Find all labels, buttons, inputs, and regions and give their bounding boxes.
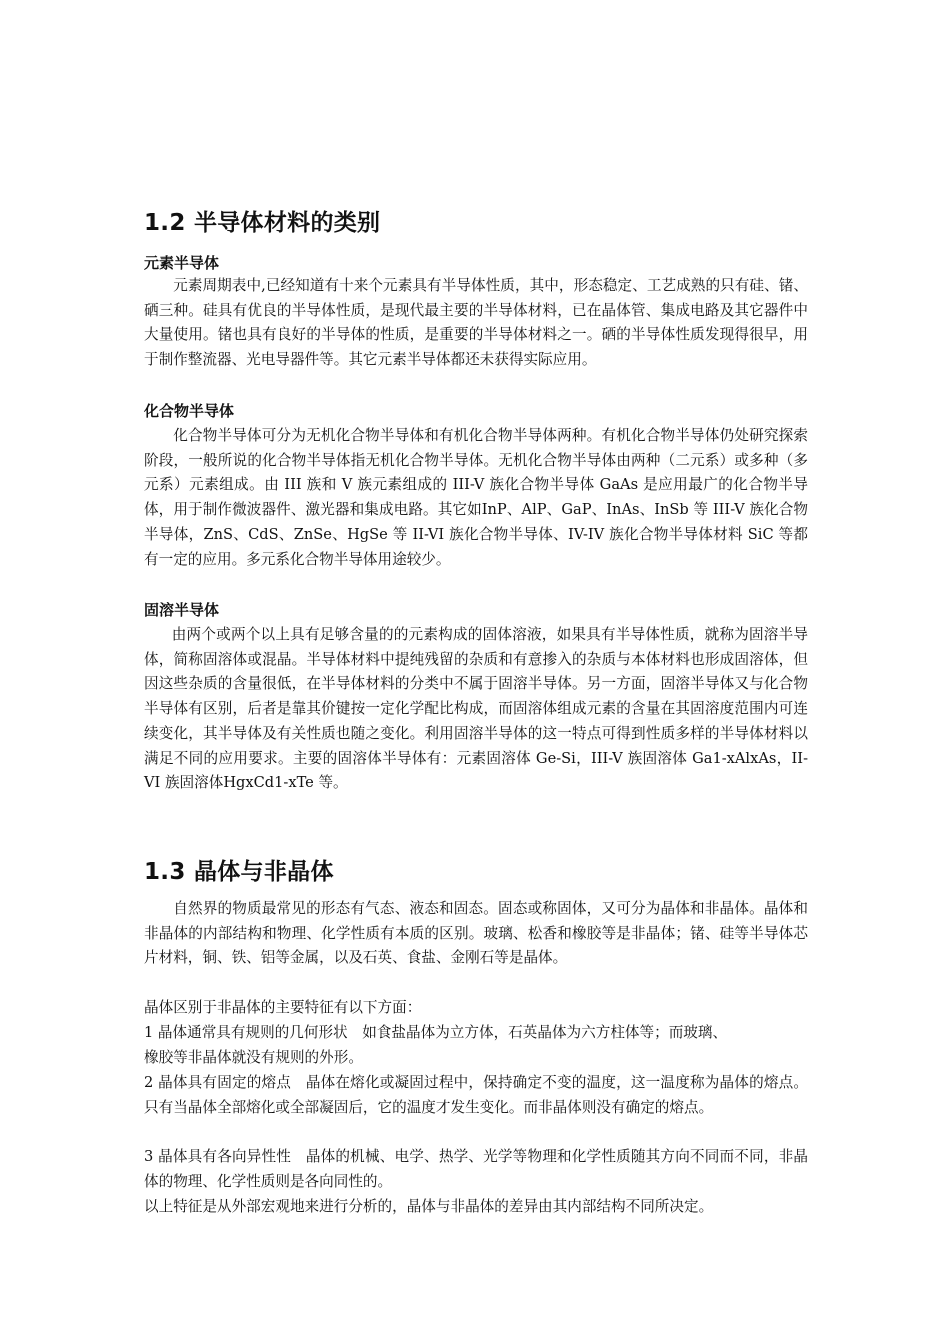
paragraph-crystal-intro: 自然界的物质最常见的形态有气态、液态和固态。固态或称固体，又可分为晶体和非晶体。晶体和非晶体的内部结构和物理、化学性质有本质的区别。玻璃、松香和橡胶等是非晶体；锗、硅等半导体芯片材料，铜、铁、铝等金属，以及石英、食盐、金刚石等是晶体。 — [144, 900, 808, 967]
paragraph-crystal-features-lead: 晶体区别于非晶体的主要特征有以下方面： — [144, 999, 422, 1016]
subheading-compound-semiconductor: 化合物半导体 — [144, 402, 235, 420]
feature-2-fixed-melting-point: 2 晶体具有固定的熔点 晶体在熔化或凝固过程中，保持确定不变的温度，这一温度称为晶体的熔点。只有当晶体全部熔化或全部凝固后，它的温度才发生变化。而非晶体则没有确定的熔点。 — [144, 1074, 808, 1116]
paragraph-conclusion: 以上特征是从外部宏观地来进行分析的，晶体与非晶体的差异由其内部结构不同所决定。 — [144, 1198, 714, 1215]
paragraph-solid-solution-semiconductor: 由两个或两个以上具有足够含量的的元素构成的固体溶液，如果具有半导体性质，就称为固溶半导体，简称固溶体或混晶。半导体材料中提纯残留的杂质和有意掺入的杂质与本体材料也形成固溶体，但因这些杂质的含量很低，在半导体材料的分类中不属于固溶半导体。另一方面，固溶半导体又与化合物半导体有区别，后者是靠其价键按一定化学配比构成，而固溶体组成元素的含量在其固溶度范围内可连续变化，其半导体及有关性质也随之变化。利用固溶半导体的这一特点可得到性质多样的半导体材料以满足不同的应用要求。主要的固溶体半导体有：元素固溶体 Ge-Si，III-V 族固溶体 Ga1-xAlxAs，II-VI 族固溶体HgxCd1-xTe 等。 — [144, 626, 808, 792]
feature-1-line-1: 1 晶体通常具有规则的几何形状 如食盐晶体为立方体，石英晶体为六方柱体等；而玻璃、 — [144, 1024, 728, 1041]
subheading-solid-solution-semiconductor: 固溶半导体 — [144, 601, 220, 619]
section-title-1-3: 1.3 晶体与非晶体 — [144, 859, 334, 885]
feature-3-anisotropy: 3 晶体具有各向异性性 晶体的机械、电学、热学、光学等物理和化学性质随其方向不同而不同，非晶体的物理、化学性质则是各向同性的。 — [144, 1148, 808, 1190]
feature-1-line-2: 橡胶等非晶体就没有规则的外形。 — [144, 1049, 363, 1066]
paragraph-compound-semiconductor: 化合物半导体可分为无机化合物半导体和有机化合物半导体两种。有机化合物半导体仍处研究探索阶段，一般所说的化合物半导体指无机化合物半导体。无机化合物半导体由两种（二元系）或多种（多元系）元素组成。由 III 族和 V 族元素组成的 III-V 族化合物半导体 GaAs 是应用最广的化合物半导体，用于制作微波器件、激光器和集成电路。其它如InP、AlP、GaP、InAs、InSb 等 III-V 族化合物半导体，ZnS、CdS、ZnSe、HgSe 等 II-VI 族化合物半导体、IV-IV 族化合物半导体材料 SiC 等都有一定的应用。多元系化合物半导体用途较少。 — [144, 427, 808, 568]
section-title-1-2: 1.2 半导体材料的类别 — [144, 210, 381, 236]
paragraph-elemental-semiconductor: 元素周期表中,已经知道有十来个元素具有半导体性质，其中，形态稳定、工艺成熟的只有硅、锗、硒三种。硅具有优良的半导体性质，是现代最主要的半导体材料，已在晶体管、集成电路及其它器件中大量使用。锗也具有良好的半导体的性质，是重要的半导体材料之一。硒的半导体性质发现得很早，用于制作整流器、光电导器件等。其它元素半导体都还未获得实际应用。 — [144, 277, 808, 369]
subheading-elemental-semiconductor: 元素半导体 — [144, 254, 220, 272]
